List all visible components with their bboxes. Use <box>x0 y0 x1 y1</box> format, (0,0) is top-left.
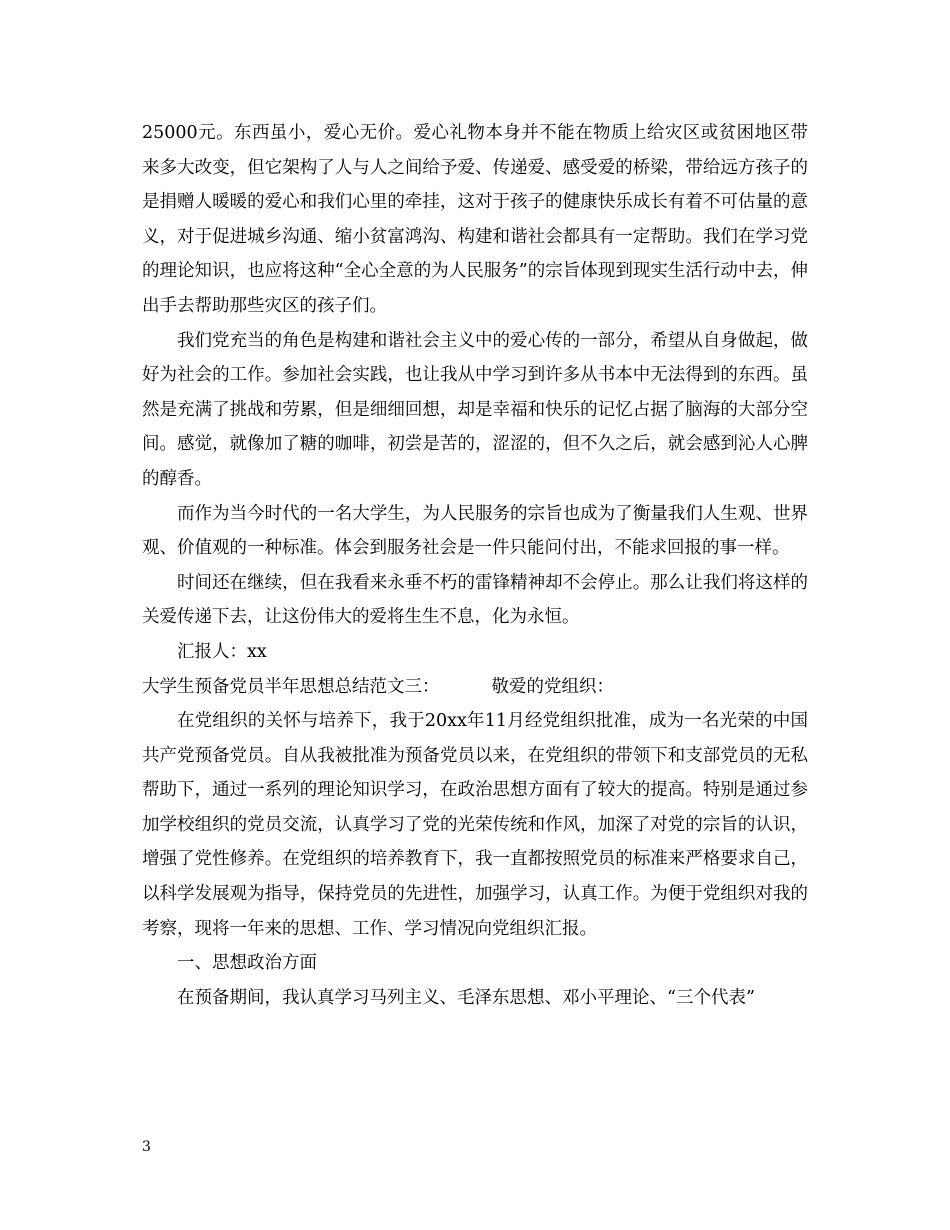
paragraph-college-student: 而作为当今时代的一名大学生，为人民服务的宗旨也成为了衡量我们人生观、世界观、价值观的一种标准。体会到服务社会是一件只能问付出，不能求回报的事一样。 <box>142 503 808 559</box>
document-body <box>142 116 808 1015</box>
page-number: 3 <box>142 1139 151 1155</box>
paragraph-party-role: 我们党充当的角色是构建和谐社会主义中的爱心传的一部分，希望从自身做起，做好为社会的工作。参加社会实践，也让我从中学习到许多从书本中无法得到的东西。虽然是充满了挑战和劳累，但是细细回想，却是幸福和快乐的记忆占据了脑海的大部分空间。感觉，就像加了糖的咖啡，初尝是苦的，涩涩的，但不久之后，就会感到沁人心脾的醇香。 <box>142 330 808 489</box>
section-heading-line <box>142 670 808 705</box>
subheading-ideology-politics: 一、思想政治方面 <box>177 953 317 974</box>
section-heading: 大学生预备党员半年思想总结范文三： <box>142 676 440 697</box>
paragraph-introduction: 在党组织的关怀与培养下，我于20xx年11月经党组织批准，成为一名光荣的中国共产党预备党员。自从我被批准为预备党员以来，在党组织的带领下和支部党员的无私帮助下，通过一系列的理论知识学习，在政治思想方面有了较大的提高。特别是通过参加学校组织的党员交流，认真学习了党的光荣传统和作风，加深了对党的宗旨的认识，增强了党性修养。在党组织的培养教育下，我一直都按照党员的标准来严格要求自己，以科学发展观为指导，保持党员的先进性，加强学习，认真工作。为便于党组织对我的考察，现将一年来的思想、工作、学习情况向党组织汇报。 <box>142 711 808 939</box>
paragraph-lei-feng-spirit: 时间还在继续，但在我看来永垂不朽的雷锋精神却不会停止。那么让我们将这样的关爱传递下去，让这份伟大的爱将生生不息，化为永恒。 <box>142 572 808 628</box>
reporter-line: 汇报人：xx <box>177 641 267 662</box>
paragraph-study-theory: 在预备期间，我认真学习马列主义、毛泽东思想、邓小平理论、“三个代表” <box>177 987 755 1008</box>
salutation: 敬爱的党组织： <box>491 676 614 697</box>
paragraph-donation: 25000元。东西虽小，爱心无价。爱心礼物本身并不能在物质上给灾区或贫困地区带来多大改变，但它架构了人与人之间给予爱、传递爱、感受爱的桥梁，带给远方孩子的是捐赠人暖暖的爱心和我们心里的牵挂，这对于孩子的健康快乐成长有着不可估量的意义，对于促进城乡沟通、缩小贫富鸿沟、构建和谐社会都具有一定帮助。我们在学习党的理论知识，也应将这种“全心全意的为人民服务”的宗旨体现到现实生活行动中去，伸出手去帮助那些灾区的孩子们。 <box>142 123 808 316</box>
